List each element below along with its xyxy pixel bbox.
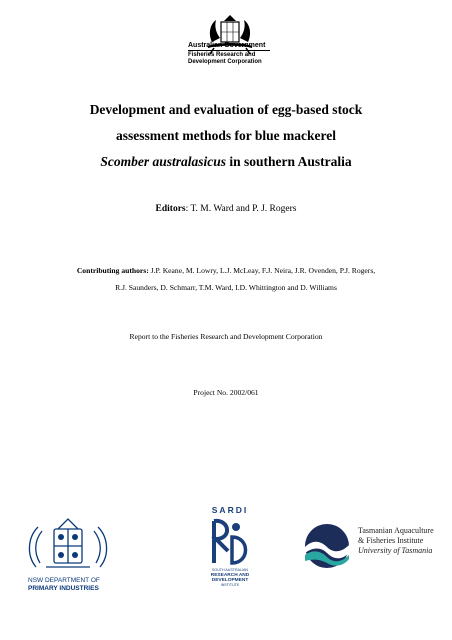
tafi-label <box>358 526 448 556</box>
frdc-line-2: Development Corporation <box>188 59 262 65</box>
tafi-wave-icon <box>303 523 353 569</box>
nsw-dpi-label <box>28 577 118 593</box>
title-line-3 <box>20 149 432 175</box>
australian-government-label: Australian Government <box>188 42 270 51</box>
frdc-line-1: Fisheries Research and <box>188 52 256 58</box>
sardi-sub-1: SOUTH AUSTRALIAN <box>212 568 248 572</box>
sardi-title: SARDI <box>211 505 249 515</box>
editors-line <box>20 204 432 214</box>
contributors-line-1 <box>25 262 427 279</box>
contributors-names-1: J.P. Keane, M. Lowry, L.J. McLeay, F.J. Neira, J.R. Ovenden, P.J. Rogers, <box>148 266 376 275</box>
tafi-line-3: University of Tasmania <box>358 546 433 555</box>
title-line-3-rest: in southern Australia <box>226 154 352 169</box>
frdc-label <box>188 52 270 66</box>
nsw-dpi-logo <box>18 515 118 605</box>
tafi-logo <box>303 523 443 573</box>
title-line-2: assessment methods for blue mackerel <box>116 128 336 143</box>
sardi-sub-2: RESEARCH AND <box>210 572 250 578</box>
editors-label: Editors <box>155 204 186 214</box>
project-number: Project No. 2002/061 <box>193 388 259 397</box>
nsw-line-2: PRIMARY INDUSTRIES <box>28 585 99 592</box>
contributors-label: Contributing authors: <box>76 266 149 275</box>
sardi-logo <box>206 505 254 600</box>
tafi-line-2: & Fisheries Institute <box>358 536 424 545</box>
editors-names: : T. M. Ward and P. J. Rogers <box>185 204 297 214</box>
contributing-authors <box>25 262 427 296</box>
species-name: Scomber australasicus <box>100 154 226 169</box>
sardi-subtitle <box>206 568 254 588</box>
sardi-sub-4: INSTITUTE <box>220 583 240 588</box>
government-block <box>188 42 270 66</box>
sardi-sub-3: DEVELOPMENT <box>211 578 249 583</box>
nsw-line-1: NSW DEPARTMENT OF <box>28 577 100 584</box>
tafi-line-1: Tasmanian Aquaculture <box>358 526 434 535</box>
report-title <box>20 97 432 175</box>
report-to-line: Report to the Fisheries Research and Development Corporation <box>129 332 323 341</box>
sardi-rd-icon <box>206 517 254 567</box>
title-line-1: Development and evaluation of egg-based stock <box>89 102 363 117</box>
contributors-line-2: R.J. Saunders, D. Schmarr, T.M. Ward, I.D. Whittington and D. Williams <box>115 283 337 292</box>
nsw-crest-icon <box>18 515 118 575</box>
